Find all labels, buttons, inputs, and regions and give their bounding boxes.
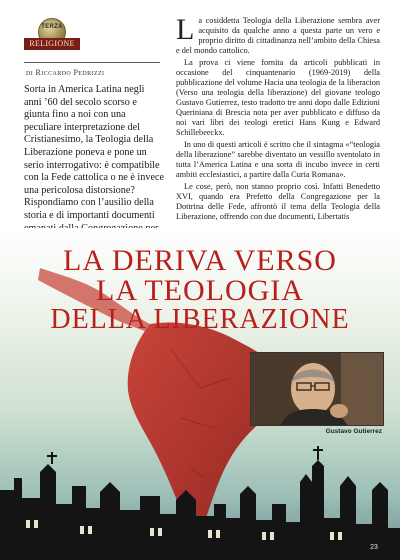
drop-cap: L — [176, 13, 195, 46]
body-paragraph-4: Le cose, però, non stanno proprio così. Infatti Benedetto XVI, quando era Prefetto della Congregazione per la Dottrina delle Fede, affrontò il tema della Teologia della Liberazione, offrendo con due documenti, Libertatis — [176, 182, 380, 221]
body-paragraph-1: La cosiddetta Teologia della Liberazione sembra aver acquisito da qualche anno a questa parte un vero e proprio diritto di cittadinanza nell’ambito della Chiesa e del mondo cattolico. — [176, 13, 380, 55]
portrait-photo — [250, 352, 384, 426]
body-paragraph-3: In uno di questi articoli è scritto che il sintagma «“teologia della liberazione” sarebbe diventato un vessillo sventolato in tutta l’America Latina e una sorta di incubo invece in certi ambiti ecclesiastici, a partire dalla Curia Romana». — [176, 140, 380, 179]
section-badge-label: RELIGIONE — [24, 38, 80, 50]
photo-caption: Gustavo Gutierrez — [325, 428, 382, 435]
page-number: 23 — [370, 544, 378, 551]
headline-line-3: DELLA LIBERAZIONE — [50, 304, 350, 335]
headline-line-2: LA TEOLOGIA — [96, 274, 304, 307]
portrait-image — [251, 353, 383, 425]
section-badge — [24, 18, 80, 54]
section-badge-top: TERZA — [41, 24, 63, 30]
headline-line-1: LA DERIVA VERSO — [63, 244, 337, 277]
byline-divider — [24, 62, 160, 63]
author-byline: di Riccardo Pedrizzi — [26, 68, 105, 77]
article-body — [176, 13, 380, 224]
intro-paragraph: Sorta in America Latina negli anni ’60 del secolo scorso e giunta fino a noi con una peculiare interpretazione del Cristianesimo, la Teologia della Liberazione poneva e pone un serio interrogativo: è compatibile con la Fede cattolica o ne è invece una pericolosa distorsione? Rispondiamo con l’ausilio della storia e di importanti documenti — [24, 84, 165, 221]
body-paragraph-2: La prova ci viene fornita da articoli pubblicati in occasione del cinquantenario (1969-2019) della pubblicazione del volume Hacia una teologia de la liberacion (Verso una teologia della liberazione) del giovane teologo Gustavo Gutierrez, testo tradotto tre anni dopo dalle Edizioni Queriniana di Brescia nota per aver pubblicato e diffuso da noi vari libri dei teologi eretici Hans Kung e Edward Schillebeeckx. — [176, 58, 380, 137]
